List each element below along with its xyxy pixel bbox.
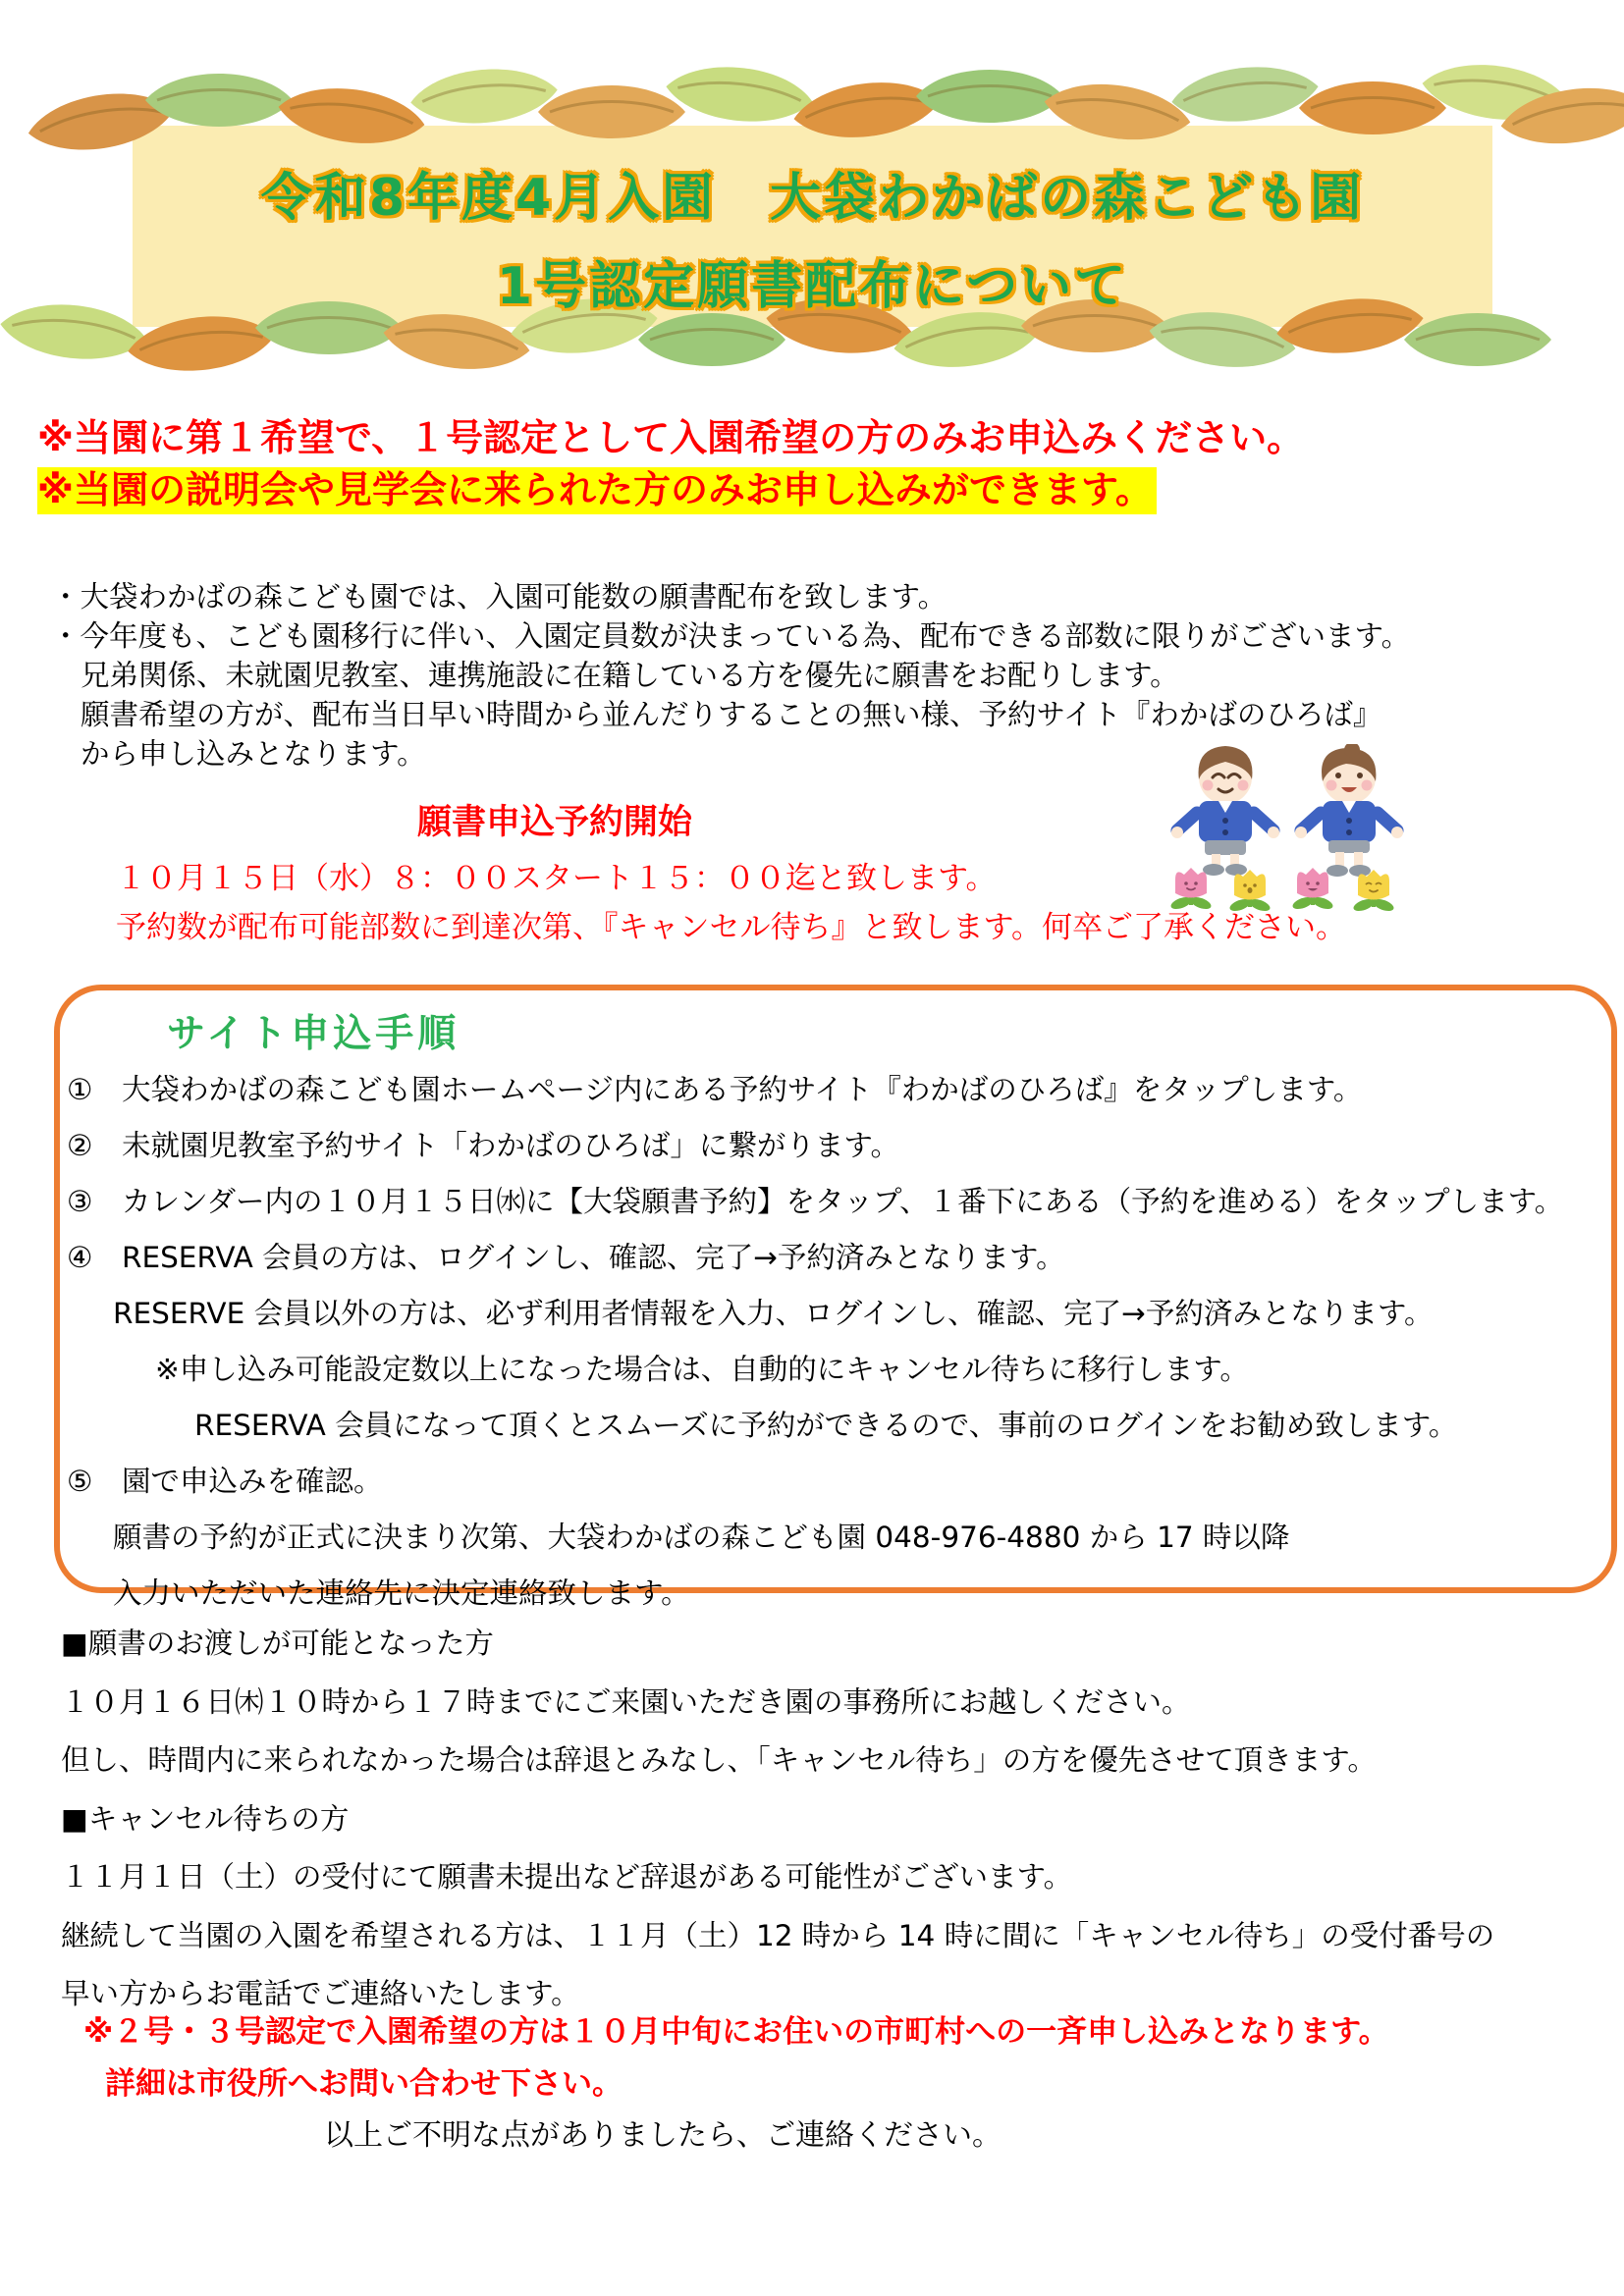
step-line: ⑤ 園で申込みを確認。: [67, 1465, 383, 1498]
step-line: ④ RESERVA 会員の方は、ログインし、確認、完了→予約済みとなります。: [67, 1241, 1065, 1274]
intro-line: 願書希望の方が、配布当日早い時間から並んだりすることの無い様、予約サイト『わかばのひろば』: [81, 698, 1382, 731]
step-line: ③ カレンダー内の１０月１５日㈬に【大袋願書予約】をタップ、１番下にある（予約を進める）をタップします。: [67, 1185, 1564, 1218]
important-notice: [37, 412, 1304, 516]
child-girl-icon: [1295, 744, 1403, 877]
tulip-icon: [1169, 868, 1213, 911]
intro-line: から申し込みとなります。: [81, 737, 426, 771]
step-line: 入力いただいた連絡先に決定連絡致します。: [113, 1576, 690, 1610]
leaf-border-top-icon: [27, 55, 1624, 178]
step-line: ※申し込み可能設定数以上になった場合は、自動的にキャンセル待ちに移行します。: [155, 1353, 1249, 1386]
handover-and-waitlist-sections: [61, 1615, 1494, 2024]
reservation-details: [116, 854, 1346, 952]
footer-contact-note: 以上ご不明な点がありましたら、ご連絡ください。: [324, 2118, 1001, 2153]
section-heading: ■願書のお渡しが可能となった方: [61, 1627, 494, 1660]
reservation-line: 予約数が配布可能部数に到達次第、『キャンセル待ち』と致します。何卒ご了承ください。: [116, 910, 1347, 945]
reservation-start-heading: 願書申込予約開始: [416, 803, 692, 842]
steps-list: [67, 1062, 1598, 1622]
footer-red-notice: [83, 2006, 1389, 2110]
children-with-tulips-illustration: [1164, 744, 1411, 913]
section-line: １０月１６日㈭１０時から１７時までにご来園いただき園の事務所にお越しください。: [61, 1684, 1191, 1719]
section-heading: ■キャンセル待ちの方: [61, 1801, 350, 1836]
intro-line: 兄弟関係、未就園児教室、連携施設に在籍している方を優先に願書をお配りします。: [81, 659, 1179, 692]
section-line: １１月１日（土）の受付にて願書未提出など辞退がある可能性がございます。: [61, 1860, 1073, 1894]
notice-line1: ※当園に第１希望で、１号認定として入園希望の方のみお申込みください。: [37, 416, 1305, 459]
tulip-icon: [1291, 868, 1334, 911]
section-line: 継続して当園の入園を希望される方は、１１月（土）12 時から 14 時に間に「キャンセル待ち」の受付番号の: [61, 1918, 1495, 1952]
step-line: RESERVA 会員になって頂くとスムーズに予約ができるので、事前のログインをお勧め致します。: [194, 1409, 1458, 1442]
steps-heading: サイト申込手順: [167, 1012, 460, 1056]
step-line: ① 大袋わかばの森こども園ホームページ内にある予約サイト『わかばのひろば』をタップします。: [67, 1073, 1363, 1106]
step-line: RESERVE 会員以外の方は、必ず利用者情報を入力、ログインし、確認、完了→予約済みとなります。: [113, 1297, 1434, 1330]
tulip-icon: [1228, 870, 1272, 913]
step-line: ② 未就園児教室予約サイト「わかばのひろば」に繋がります。: [67, 1129, 900, 1162]
section-line: 早い方からお電話でご連絡いたします。: [61, 1977, 580, 2010]
step-line: 願書の予約が正式に決まり次第、大袋わかばの森こども園 048-976-4880 から 17 時以降: [113, 1521, 1290, 1554]
page-title-line1: 令和8年度4月入園 大袋わかばの森こども園: [260, 169, 1365, 228]
notice-line2-highlighted: ※当園の説明会や見学会に来られた方のみお申し込みができます。: [37, 467, 1157, 514]
intro-line: ・今年度も、こども園移行に伴い、入園定員数が決まっている為、配布できる部数に限りがございます。: [51, 619, 1411, 653]
intro-line: ・大袋わかばの森こども園では、入園可能数の願書配布を致します。: [51, 580, 947, 614]
child-boy-icon: [1171, 746, 1279, 876]
page-title-line2: 1号認定願書配布について: [496, 257, 1129, 316]
footer-red-line1: ※２号・３号認定で入園希望の方は１０月中旬にお住いの市町村への一斉申し込みとなります。: [83, 2014, 1389, 2050]
footer-red-line2: 詳細は市役所へお問い合わせ下さい。: [105, 2066, 623, 2102]
section-line: 但し、時間内に来られなかった場合は辞退とみなし、「キャンセル待ち」の方を優先させて頂きます。: [61, 1743, 1377, 1777]
reservation-line: １０月１５日（水）８：００スタート１５：００迄と致します。: [116, 861, 997, 896]
